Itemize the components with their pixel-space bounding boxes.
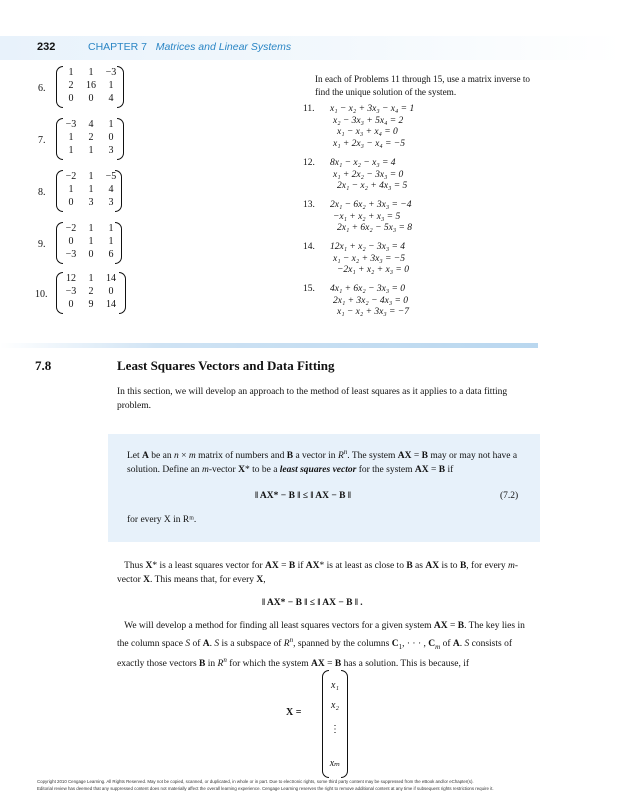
problems-intro: In each of Problems 11 through 15, use a matrix inverse to find the unique solution of the system.: [315, 74, 531, 97]
section-intro: In this section, we will develop an approach to the method of least squares as it applies to a data fitting problem.: [117, 387, 508, 411]
problem-number: 7.: [38, 135, 46, 146]
page-number: 232: [37, 41, 56, 53]
copyright-footer: [37, 779, 597, 792]
chapter-name: Matrices and Linear Systems: [155, 41, 292, 53]
x-entry: x₁: [331, 680, 339, 691]
equation: 2x₁ + 6x₂ − 5x₃ = 8: [337, 223, 413, 233]
matrix-row: [56, 184, 122, 197]
x-vector-label: X =: [286, 707, 302, 718]
problem-number: 12.: [303, 158, 315, 168]
matrix-row: [56, 67, 124, 80]
matrix-row: [56, 171, 122, 184]
problem-number: 10.: [35, 289, 48, 300]
equation: x₁ − x₂ + 3x₃ = −7: [337, 307, 409, 317]
matrix-entry: 0: [68, 299, 74, 310]
matrix-entry: 3: [108, 145, 114, 156]
matrix-entry: 1: [108, 119, 114, 130]
matrix-entry: −3: [105, 67, 117, 78]
matrix-entry: 3: [88, 197, 94, 208]
matrix-entry: 12: [66, 273, 76, 284]
section-title: Least Squares Vectors and Data Fitting: [117, 358, 335, 373]
problem-number: 15.: [303, 284, 315, 294]
matrix-entry: 0: [108, 132, 114, 143]
matrix-entry: −5: [105, 171, 117, 182]
footer-line-1: Copyright 2010 Cengage Learning. All Rights Reserved. May not be copied, scanned, or duplicated, in whole or in part. Due to electronic rights, some third party content may be suppressed from the eBook and/or eChapter(s).: [37, 779, 474, 784]
equation: −x₁ + x₂ + x₃ = 5: [333, 211, 401, 222]
matrix: [56, 66, 124, 110]
section-divider: [0, 343, 538, 348]
problem-number: 8.: [38, 187, 46, 198]
matrix-entry: 0: [68, 93, 74, 104]
equation: x₁ + 2x₂ − 3x₃ = 0: [333, 169, 404, 180]
matrix-row: [56, 132, 124, 145]
equation: x₂ − 3x₃ + 5x₄ = 2: [333, 115, 404, 126]
section-number: 7.8: [35, 358, 52, 373]
matrix: [56, 118, 124, 162]
matrix-entry: 1: [68, 145, 74, 156]
definition-equation: ‖ AX* − B ‖ ≤ ‖ AX − B ‖: [255, 491, 351, 501]
matrix: [56, 170, 122, 214]
definition-closing: for every X in Rᵐ.: [127, 515, 197, 525]
equation: x₁ − x₃ + x₄ = 0: [337, 127, 398, 137]
matrix-entry: 1: [88, 273, 94, 284]
matrix-entry: 0: [88, 249, 94, 260]
matrix-entry: 4: [108, 93, 114, 104]
matrix-entry: 2: [88, 132, 94, 143]
x-vector: [322, 670, 348, 778]
x-entry: x₂: [331, 700, 339, 711]
matrix-entry: 14: [106, 299, 116, 310]
paragraph-2: We will develop a method for finding all least squares vectors for a given system AX = B. The key lies in the column space S of A. S is a subspace of $R^n$, spanned by the columns $C_1$, · · · , $C_m$ of A. S consists of exactly those vectors B in $R^n$ for which the system AX = B has a solution. This is because, if: [117, 621, 525, 670]
matrix-row: [56, 80, 124, 93]
chapter-title: [88, 41, 291, 53]
equation-number: (7.2): [500, 491, 519, 501]
matrix-entry: 16: [86, 80, 96, 91]
equation: x₁ − x₂ + 3x₃ − x₄ = 1: [330, 104, 415, 114]
paragraph-1: Thus X* is a least squares vector for AX = B if AX* is at least as close to B as AX is to B, for every m-vector X. This means that, for every X,: [117, 561, 519, 585]
matrix-entry: −2: [65, 171, 77, 182]
matrix-row: [56, 299, 126, 312]
definition-text: Let A be an n × m matrix of numbers and B a vector in $R^n$. The system AX = B may or may not have a solution. Define an m-vector X* to be a least squares vector for the system AX = B if: [127, 448, 518, 475]
matrix-entry: 0: [108, 286, 114, 297]
matrix-entry: −2: [65, 223, 77, 234]
matrix-entry: 3: [108, 197, 114, 208]
matrix-entry: −3: [65, 119, 77, 130]
inequality: ‖ AX* − B ‖ ≤ ‖ AX − B ‖ .: [262, 598, 363, 608]
matrix-entry: 9: [88, 299, 94, 310]
matrix-row: [56, 249, 122, 262]
equation: 2x₁ − x₂ + 4x₃ = 5: [337, 181, 408, 191]
matrix-entry: 1: [108, 223, 114, 234]
matrix-entry: 2: [68, 80, 74, 91]
matrix-entry: 1: [68, 132, 74, 143]
matrix-entry: 4: [88, 119, 94, 130]
matrix-entry: 1: [88, 236, 94, 247]
matrix-entry: 1: [88, 67, 94, 78]
matrix-entry: 0: [68, 197, 74, 208]
equation: 2x₁ + 3x₂ − 4x₃ = 0: [333, 295, 409, 306]
problem-number: 6.: [38, 83, 46, 94]
matrix-row: [56, 273, 126, 286]
matrix-row: [56, 236, 122, 249]
x-entry: ⋮: [330, 724, 340, 735]
equation: x₁ − x₂ + 3x₃ = −5: [333, 253, 405, 264]
problem-number: 9.: [38, 239, 46, 250]
problem-number: 13.: [303, 200, 315, 210]
matrix-entry: 1: [88, 145, 94, 156]
matrix-entry: 1: [88, 184, 94, 195]
footer-line-2: Editorial review has deemed that any suppressed content does not materially affect the overall learning experience. Cengage Learning reserves the right to remove additional content at any time if subsequent rights restrictions require it.: [37, 785, 494, 791]
matrix-entry: 0: [88, 93, 94, 104]
equation: 4x₁ + 6x₂ − 3x₃ = 0: [330, 284, 406, 294]
matrix-row: [56, 197, 122, 210]
matrix-row: [56, 119, 124, 132]
problem-number: 11.: [303, 104, 315, 114]
matrix-entry: 1: [88, 223, 94, 234]
chapter-label: CHAPTER 7: [88, 41, 147, 53]
matrix-entry: 14: [106, 273, 116, 284]
matrix: [56, 222, 122, 266]
problem-number: 14.: [303, 242, 315, 252]
equation: 12x₁ + x₂ − 3x₃ = 4: [330, 242, 406, 252]
matrix-entry: 2: [88, 286, 94, 297]
matrix-row: [56, 286, 126, 299]
matrix-row: [56, 145, 124, 158]
x-entry: xₘ: [329, 758, 341, 769]
matrix-entry: 1: [68, 184, 74, 195]
equation: −2x₁ + x₂ + x₃ = 0: [337, 265, 409, 275]
matrix-entry: 4: [108, 184, 114, 195]
matrix: [56, 272, 126, 316]
matrix-row: [56, 223, 122, 236]
matrix-entry: −3: [65, 286, 77, 297]
matrix-row: [56, 93, 124, 106]
matrix-entry: 6: [108, 249, 114, 260]
matrix-entry: 1: [68, 67, 74, 78]
equation: 2x₁ − 6x₂ + 3x₃ = −4: [330, 200, 412, 210]
matrix-entry: 1: [108, 80, 114, 91]
equation: 8x₁ − x₂ − x₃ = 4: [330, 158, 396, 168]
equation: x₁ + 2x₃ − x₄ = −5: [333, 138, 405, 149]
matrix-entry: 1: [88, 171, 94, 182]
matrix-entry: 0: [68, 236, 74, 247]
matrix-entry: 1: [108, 236, 114, 247]
matrix-entry: −3: [65, 249, 77, 260]
